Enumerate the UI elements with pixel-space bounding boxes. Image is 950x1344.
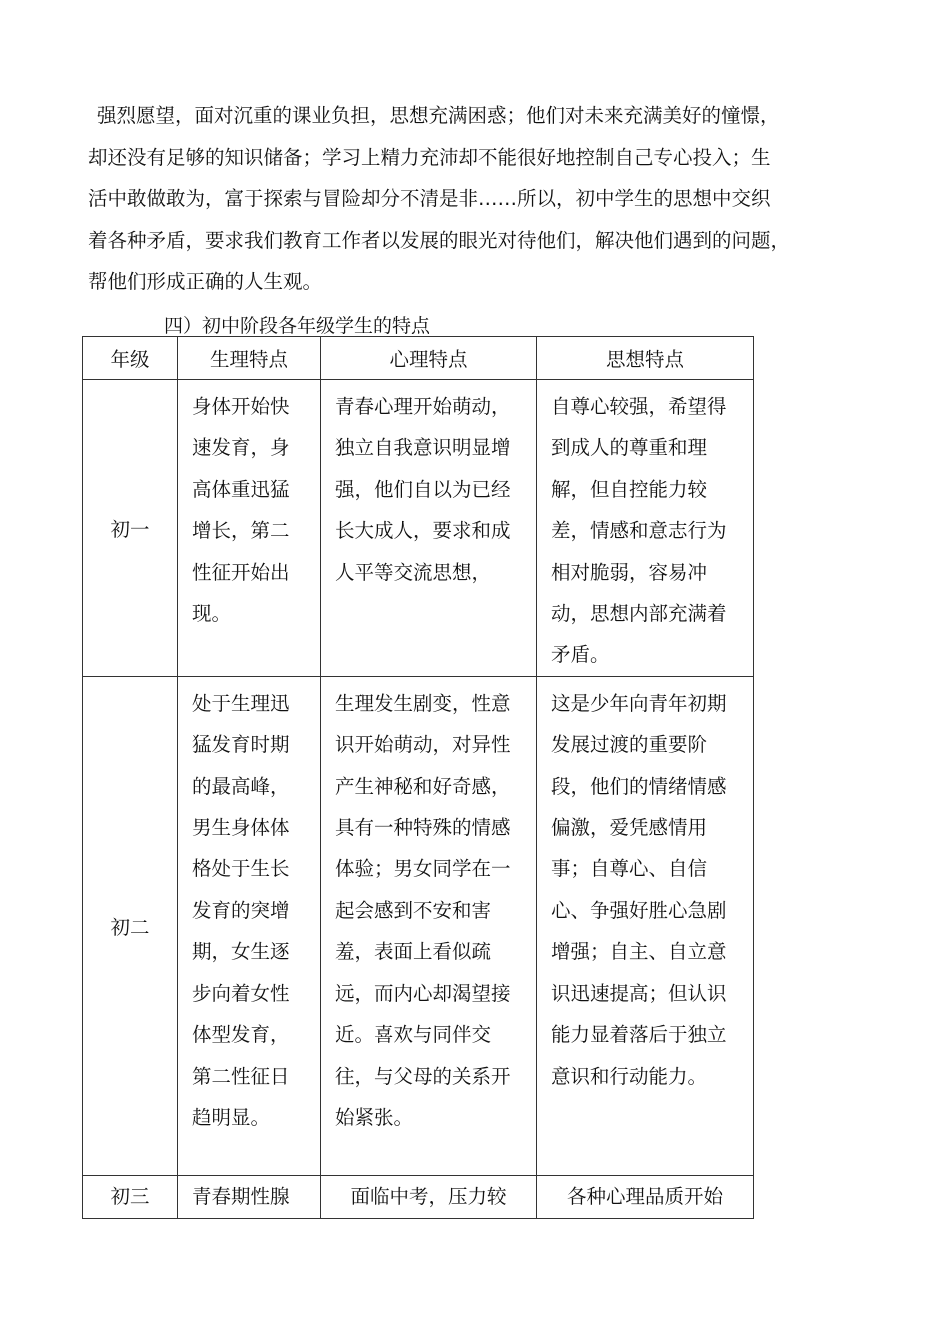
psychological-cell: 青春心理开始萌动，独立自我意识明显增强，他们自以为已经长大成人，要求和成人平等交流思想， — [321, 380, 537, 677]
ideological-cell: 各种心理品质开始 — [537, 1175, 754, 1218]
grade-cell: 初二 — [83, 676, 178, 1175]
grade-cell: 初三 — [83, 1175, 178, 1218]
grade-traits-table — [82, 336, 754, 1219]
physiological-cell: 身体开始快速发育，身高体重迅猛增长，第二性征开始出现。 — [178, 380, 321, 677]
table-header-row — [83, 337, 754, 380]
table-row — [83, 676, 754, 1175]
table-row — [83, 380, 754, 677]
ideological-cell: 自尊心较强，希望得到成人的尊重和理解，但自控能力较差，情感和意志行为相对脆弱，容易冲动，思想内部充满着矛盾。 — [537, 380, 754, 677]
ideological-cell: 这是少年向青年初期发展过渡的重要阶段，他们的情绪情感偏激，爱凭感情用事；自尊心、自信心、争强好胜心急剧增强；自主、自立意识迅速提高；但认识能力显着落后于独立意识和行动能力。 — [537, 676, 754, 1175]
header-physiological: 生理特点 — [178, 337, 321, 380]
psychological-cell: 面临中考，压力较 — [321, 1175, 537, 1218]
header-psychological: 心理特点 — [321, 337, 537, 380]
physiological-cell: 青春期性腺 — [178, 1175, 321, 1218]
header-grade: 年级 — [83, 337, 178, 380]
table-row — [83, 1175, 754, 1218]
intro-line: 活中敢做敢为，富于探索与冒险却分不清是非……所以，初中学生的思想中交织 — [88, 187, 771, 210]
intro-line: 却还没有足够的知识储备；学习上精力充沛却不能很好地控制自己专心投入；生 — [88, 145, 771, 169]
header-ideological: 思想特点 — [537, 337, 754, 380]
intro-line: 着各种矛盾，要求我们教育工作者以发展的眼光对待他们，解决他们遇到的问题， — [88, 228, 791, 252]
intro-line: 帮他们形成正确的人生观。 — [88, 270, 323, 293]
intro-line: 强烈愿望，面对沉重的课业负担，思想充满困惑；他们对未来充满美好的憧憬， — [97, 104, 780, 127]
section-heading: 四）初中阶段各年级学生的特点 — [164, 315, 431, 337]
grade-cell: 初一 — [83, 380, 178, 677]
physiological-cell: 处于生理迅猛发育时期的最高峰，男生身体体格处于生长发育的突增期，女生逐步向着女性体型发育，第二性征日趋明显。 — [178, 676, 321, 1175]
psychological-cell: 生理发生剧变，性意识开始萌动，对异性产生神秘和好奇感，具有一种特殊的情感体验；男女同学在一起会感到不安和害羞，表面上看似疏远，而内心却渴望接近。喜欢与同伴交往，与父母的关系开始紧张。 — [321, 676, 537, 1175]
intro-paragraph — [88, 95, 858, 303]
